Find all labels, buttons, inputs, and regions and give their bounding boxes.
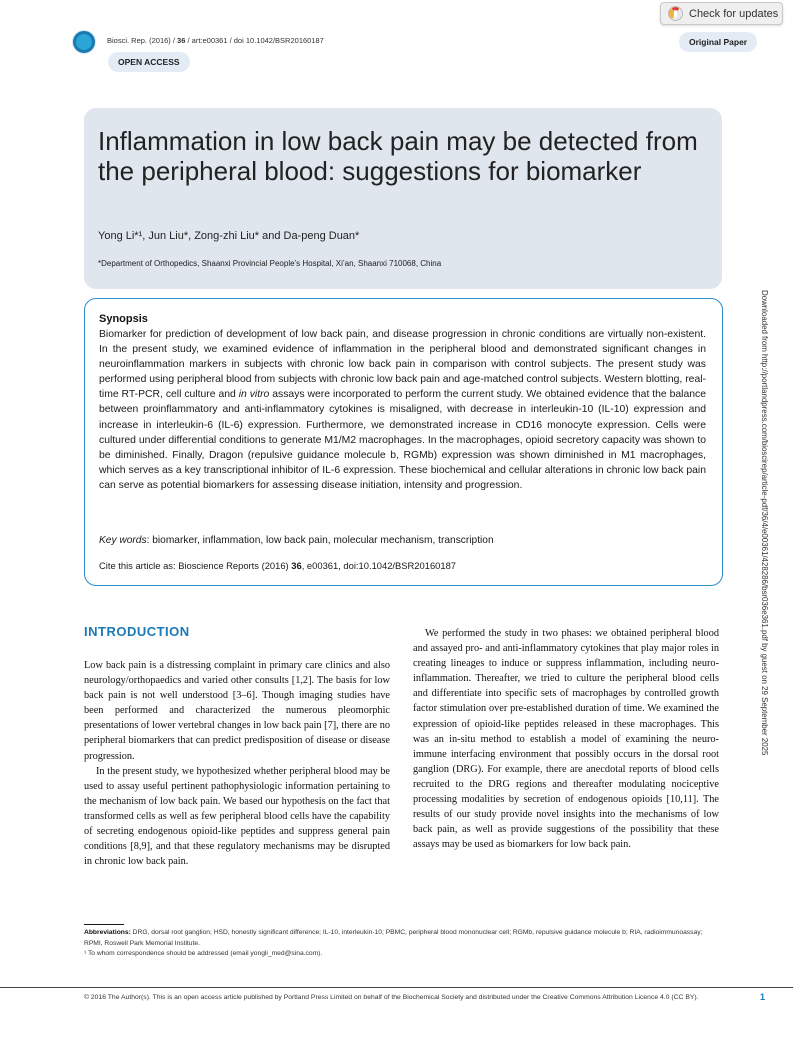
abbreviations-note: Abbreviations: DRG, dorsal root ganglion; HSD, honestly significant difference; IL-10, interleukin-10; PBMC, peripheral blood mononuclear cell; RGMb, repulsive guidance molecule b; RIA, radioimmunoassay; RPMI, Roswell Park Memorial Institute. xyxy=(84,929,703,947)
affiliation: *Department of Orthopedics, Shaanxi Provincial People’s Hospital, Xi’an, Shaanxi 710068, China xyxy=(98,259,442,268)
journal-logo xyxy=(73,31,95,53)
footnote-rule xyxy=(84,924,124,925)
journal-citation: Biosci. Rep. (2016) / 36 / art:e00361 / doi 10.1042/BSR20160187 xyxy=(107,36,324,45)
crossmark-icon xyxy=(668,6,683,21)
intro-paragraph: Low back pain is a distressing complaint in primary care clinics and also neurology/orthopaedics and varied other consults [1,2]. The basis for low back pain is not well understood [3–6]. Though imaging studies have been performed and characterized the numerous pleomorphic presentations of lower vertebral changes in low back pain [7], there are no peripheral biomarkers that can predict predisposition of disease or disease progression. xyxy=(84,660,390,762)
intro-right-column xyxy=(413,626,719,852)
footer-rule xyxy=(0,987,793,988)
check-for-updates-label: Check for updates xyxy=(689,7,779,20)
paper-title: Inflammation in low back pain may be detected from the peripheral blood: suggestions for biomarker xyxy=(98,126,698,186)
synopsis-heading: Synopsis xyxy=(99,313,148,325)
license-text: © 2016 The Author(s). This is an open access article published by Portland Press Limited on behalf of the Biochemical Society and distributed under the Creative Commons Attribution Licence 4.0 (CC BY). xyxy=(84,994,699,1001)
check-for-updates-button[interactable] xyxy=(660,2,783,25)
intro-paragraph: In the present study, we hypothesized whether peripheral blood may be used to assay useful pertinent pathophysiologic information pertaining to the mechanism of low back pain. We based our hypothesis on the fact that transformed cells as well as few peripheral blood cells have the capability of secreting endogenous opioid-like peptides and suppress general pain conditions [8,9], and that these regulatory mechanisms may be disrupted in chronic low back pain. xyxy=(84,765,390,868)
page-number: 1 xyxy=(760,992,766,1002)
introduction-heading: INTRODUCTION xyxy=(84,624,190,639)
correspondence-note: ¹ To whom correspondence should be addressed (email yongli_med@sina.com). xyxy=(84,950,323,957)
synopsis-text: Biomarker for prediction of development of low back pain, and disease progression in chronic conditions are virtually non-existent. In the present study, we examined evidence of inflammation in the peripheral blood and demonstrated significant changes in neuroinflammation markers in subjects with chronic low back pain in comparison with control subjects. The present study was performed using peripheral blood from subjects with chronic low back pain and age-matched control subjects. Western blotting, real-time RT-PCR, cell culture and in vitro assays were incorporated to perform the current study. We obtained evidence that the balance between proinflammatory and anti-inflammatory cytokines is misaligned, with decrease in interleukin-10 (IL-10) expression and increase in interleukin-6 (IL-6) expression. Furthermore, we demonstrated increase in CD16 monocyte expression. Cells were cultured under differential conditions to generate M1/M2 macrophages. In the macrophages, opioid secretory capacity was shown to be diminished. Finally, Dragon (repulsive guidance molecule b, RGMb) expression was shown diminished in M1 macrophages, which serves as a key transcriptional inhibitor of IL-6 expression. These biochemical and cellular alterations in chronic low back pain can serve as potential biomarkers for assessing disease initiation, intensity and progression. xyxy=(99,329,706,491)
intro-left-column xyxy=(84,658,390,869)
footnotes xyxy=(84,928,722,960)
intro-paragraph: We performed the study in two phases: we obtained peripheral blood and assayed pro- and anti-inflammatory cytokines that play major roles in creating lineages to induce or suppress inflammation, including neuro-inflammation. Thereafter, we tried to culture the peripheral blood cells and differentiate into specific sets of macrophages by controlled growth factor stimulation over pre-established duration of time. We examined the expression of opioid-like peptides released in these macrophages. This was an in-situ method to establish a model of examining the neuro-immune interfacing environment that possibly occurs in the dorsal root ganglion (DRG). For example, there are anecdotal reports of blood cells recruited to the DRG regions and thereafter modulating nociceptive processing modalities by secretion of endogenous opioids [10,11]. The results of our study provide novel insights into the mechanisms of low back pain, as well as provide suggestions of the possibility that these assays may be used as biomarkers for low back pain. xyxy=(413,628,719,851)
cite-as: Cite this article as: Bioscience Reports (2016) 36, e00361, doi:10.1042/BSR20160187 xyxy=(99,560,457,571)
download-watermark: Downloaded from http://portlandpress.com/bioscirep/article-pdf/36/4/e00361/428286/bsr036e361.pdf by guest on 29 September 2025 xyxy=(760,290,769,756)
paper-type-badge: Original Paper xyxy=(679,32,757,52)
open-access-badge: OPEN ACCESS xyxy=(108,52,190,72)
keywords: Key words: biomarker, inflammation, low back pain, molecular mechanism, transcription xyxy=(99,535,494,546)
author-list: Yong Li*¹, Jun Liu*, Zong-zhi Liu* and Da-peng Duan* xyxy=(98,230,360,242)
